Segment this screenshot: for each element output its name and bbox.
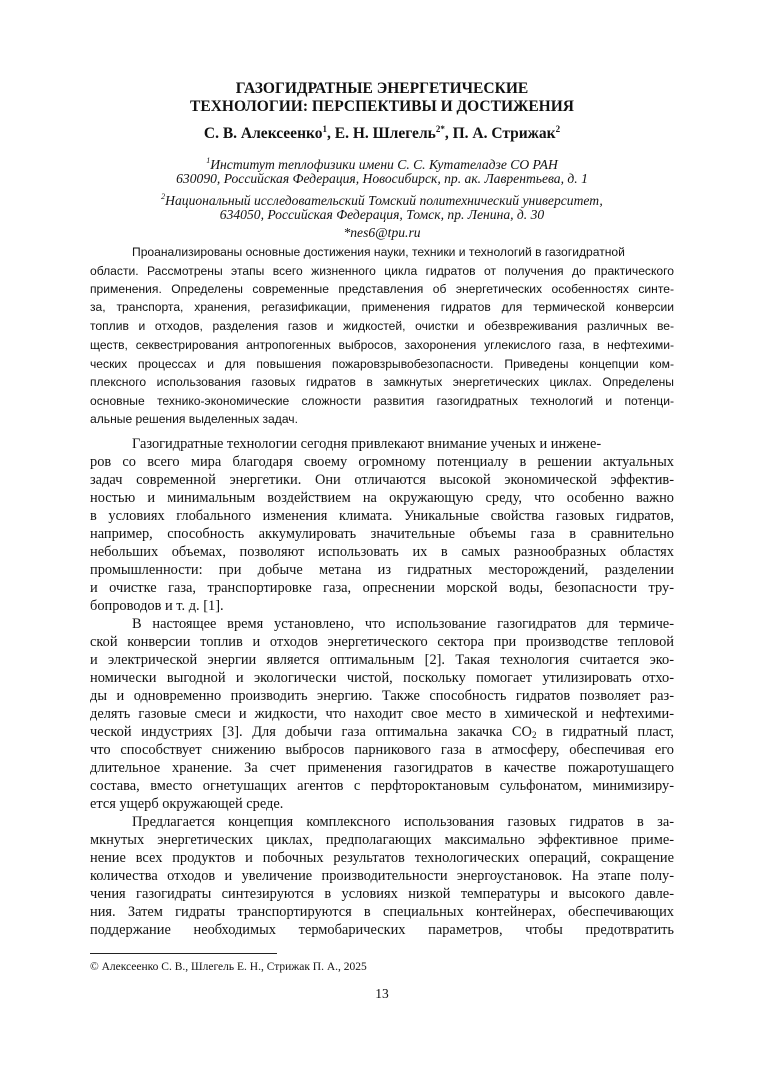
body-line: ды и одновременно производить энергию. Также способность гидратов позволяет раз-	[90, 688, 674, 704]
body-line: бопроводов и т. д. [1].	[90, 598, 224, 614]
abstract-line: применения. Определены современные представления об энергетических особенностях синте-	[90, 282, 674, 296]
abstract-line: за, транспорта, хранения, регазификации, применения гидратов для термической конверсии	[90, 300, 674, 314]
body-line: делять газовые смеси и жидкости, что находит свое место в химической и нефтехими-	[90, 706, 674, 722]
abstract-line: топлив и отходов, разделения газов и жидкостей, очистки и обезвреживания различных ве-	[90, 319, 674, 333]
body-line: небольших объемах, позволяют использовать их в самых разнообразных областях	[90, 544, 674, 560]
body-line: Предлагается концепция комплексного использования газовых гидратов в за-	[132, 814, 674, 830]
author-2-affiliation-mark: 2*	[435, 124, 445, 134]
body-line-co2-text: ческой индустриях [3]. Для добычи газа оптимальна закачка CO	[90, 724, 532, 740]
body-line: ется ущерб окружающей среде.	[90, 796, 284, 812]
abstract-line: плексного использования газовых гидратов в замкнутых энергетических циклах. Определены	[90, 375, 674, 389]
abstract-line: альные решения выделенных задач.	[90, 412, 298, 426]
body-line: поддержание необходимых термобарических параметров, чтобы предотвратить	[90, 922, 674, 938]
affiliation-1-name: Институт теплофизики имени С. С. Кутателадзе СО РАН	[210, 157, 558, 172]
body-line: и электрической энергии является оптимальным [2]. Такая технология считается эко-	[90, 652, 674, 668]
affiliation-1-mark: 1	[206, 156, 211, 165]
abstract-line: ществ, секвестрирования антропогенных выбросов, захоронения углекислого газа, в нефтехими-	[90, 338, 674, 352]
author-separator: ,	[444, 125, 453, 142]
body-line: мкнутых энергетических циклах, предполагающих максимально эффективное приме-	[90, 832, 674, 848]
body-line: В настоящее время установлено, что использование газогидратов для термиче-	[132, 616, 674, 632]
body-line-co2-tail: в гидратный пласт,	[536, 724, 674, 740]
footnote-divider	[90, 953, 277, 954]
body-line: что способствует снижению выбросов парникового газа в атмосферу, обеспечивая его	[90, 742, 674, 758]
affiliation-2-address: 634050, Российская Федерация, Томск, пр. Ленина, д. 30	[219, 207, 545, 222]
body-line: состава, вместо огнетушащих агентов с перфтороктановым сульфонатом, минимизиру-	[90, 778, 674, 794]
co2-subscript: 2	[531, 730, 537, 740]
body-line: ностью и минимальным воздействием на окружающую среду, что особенно важно	[90, 490, 674, 506]
body-line: например, способность аккумулировать значительные объемы газа в сравнительно	[90, 526, 674, 542]
author-1-affiliation-mark: 1	[322, 124, 327, 134]
affiliation-2-mark: 2	[161, 192, 166, 201]
body-line: длительное хранение. За счет применения газогидратов в качестве пожаротушащего	[90, 760, 674, 776]
body-line: Газогидратные технологии сегодня привлекают внимание ученых и инжене-	[132, 436, 602, 452]
abstract-line: области. Рассмотрены этапы всего жизненного цикла гидратов от получения до практического	[90, 264, 674, 278]
body-line: нение всех продуктов и побочных результатов технологических операций, сокращение	[90, 850, 674, 866]
affiliation-1-address: 630090, Российская Федерация, Новосибирск, пр. ак. Лаврентьева, д. 1	[176, 171, 588, 186]
body-line: ской конверсии топлив и отходов энергетического сектора при производстве тепловой	[90, 634, 674, 650]
author-3: П. А. Стрижак	[452, 125, 556, 142]
author-1: С. В. Алексеенко	[203, 125, 323, 142]
author-2: Е. Н. Шлегель	[334, 125, 436, 142]
body-line: ния. Затем гидраты транспортируются в специальных контейнерах, обеспечивающих	[90, 904, 674, 920]
body-line: ров со всего мира благодаря своему огромному потенциалу в решении актуальных	[90, 454, 674, 470]
corresponding-email: *nes6@tpu.ru	[343, 225, 421, 240]
page-number: 13	[375, 986, 389, 1001]
title-line-1: ГАЗОГИДРАТНЫЕ ЭНЕРГЕТИЧЕСКИЕ	[235, 80, 529, 97]
affiliation-2-name: Национальный исследовательский Томский политехнический университет,	[165, 193, 603, 208]
abstract-line: ческих процессах и для повышения пожаровзрывобезопасности. Приведены концепции ком-	[90, 357, 674, 371]
copyright-footnote: © Алексеенко С. В., Шлегель Е. Н., Стрижак П. А., 2025	[90, 961, 367, 973]
body-line: количества отходов и увеличение производительности энергоустановок. На этапе полу-	[90, 868, 674, 884]
author-3-affiliation-mark: 2	[555, 124, 561, 134]
body-line: промышленности: при добыче метана из гидратных месторождений, разделении	[90, 562, 674, 578]
body-line: в условиях глобального изменения климата. Уникальные свойства газовых гидратов,	[90, 508, 674, 524]
body-line: чения газогидраты синтезируются в условиях низкой температуры и высокого давле-	[90, 886, 674, 902]
abstract-line: основные технико-экономические сложности развития газогидратных технологий и потенци-	[90, 394, 674, 408]
title-line-2: ТЕХНОЛОГИИ: ПЕРСПЕКТИВЫ И ДОСТИЖЕНИЯ	[190, 98, 574, 115]
author-separator: ,	[326, 125, 335, 142]
body-line: и очистке газа, транспортировке газа, опреснении морской воды, безопасности тру-	[90, 580, 674, 596]
abstract-line: Проанализированы основные достижения науки, техники и технологий в газогидратной	[132, 245, 625, 259]
author-list	[0, 124, 764, 143]
body-line: номически выгодной и экологически чистой, поскольку помогает утилизировать отхо-	[90, 670, 674, 686]
body-line: задач современной энергетики. Они отличаются высокой экономической эффектив-	[90, 472, 674, 488]
